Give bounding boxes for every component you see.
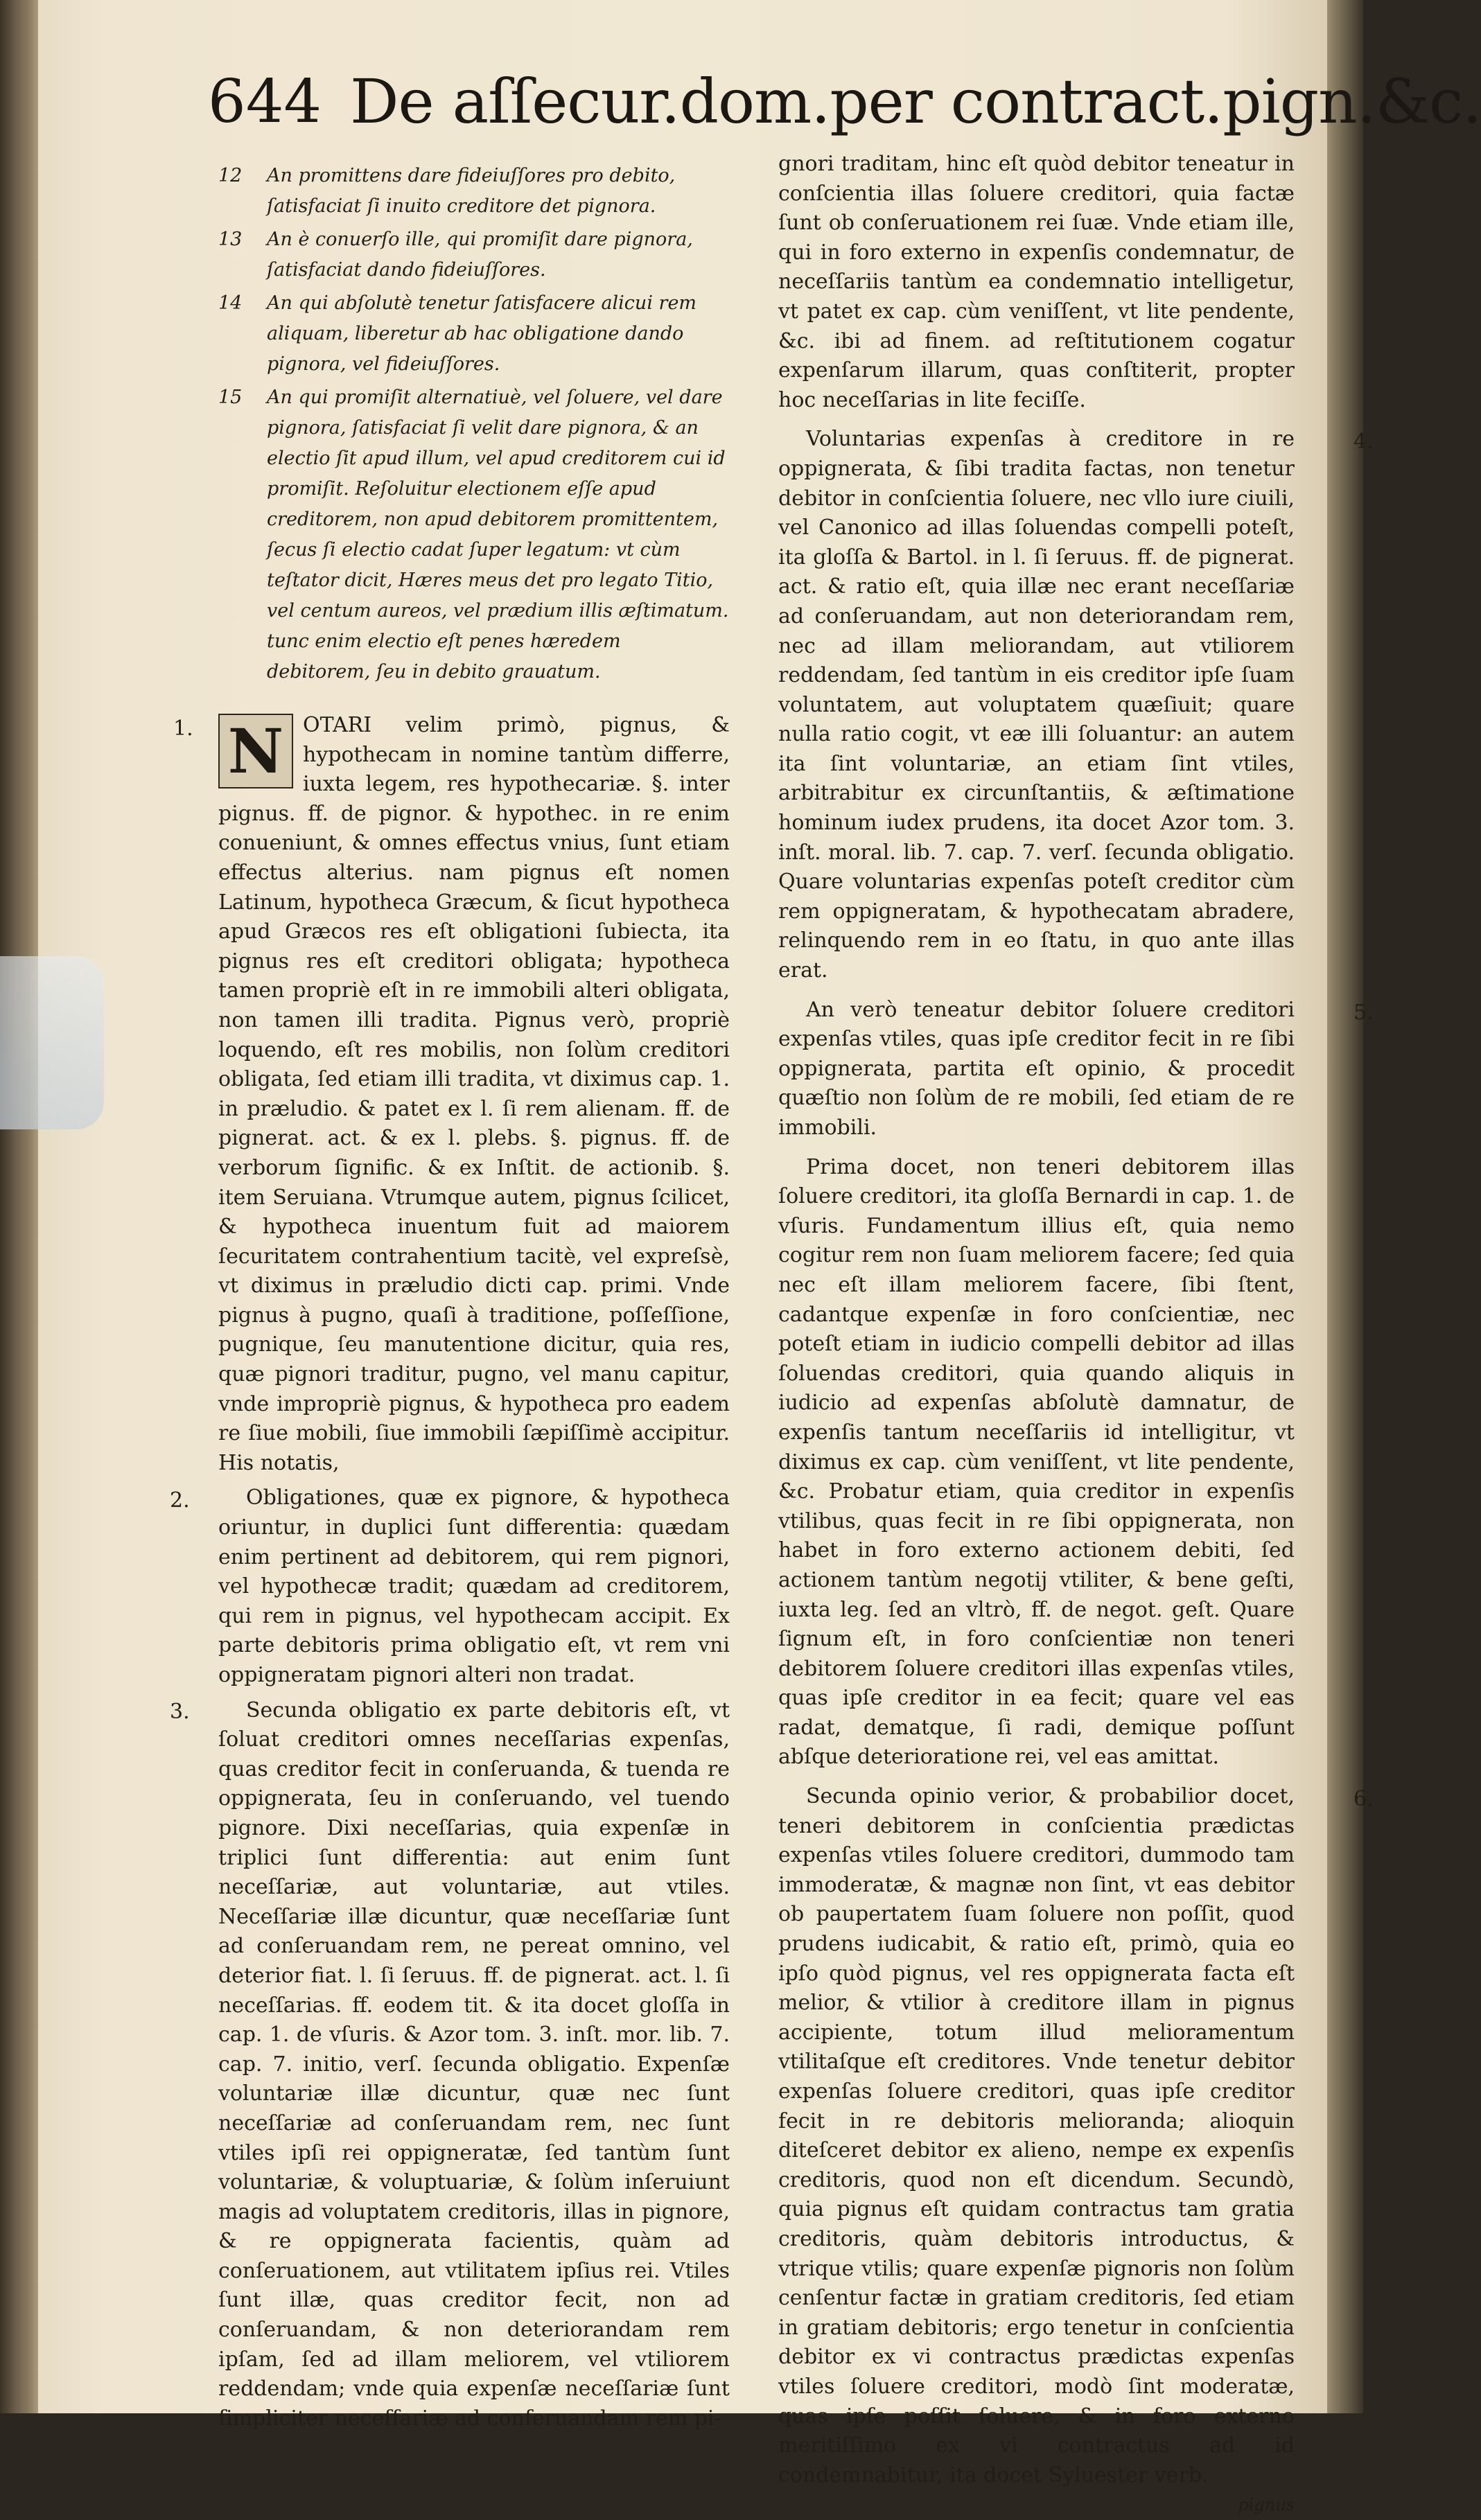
margin-number: 2.: [170, 1488, 190, 1513]
summary-list: [218, 161, 730, 687]
summary-number: 15: [218, 387, 243, 408]
paragraph-6: [778, 1782, 1374, 2490]
paragraph-prima: Prima docet, non teneri debitorem illas ſoluere creditori, ita gloſſa Bernardi in cap. 1. de vſuris. Fundamentum illius eſt, quia nemo cogitur rem non ſuam meliorem facere; ſed quia nec eſt illam meliorem facere, ſibi ſtent, cadantque expenſæ in foro conſcientiæ, nec poteſt etiam in iudicio compelli debitor ad illas ſoluendas creditori, quia quando aliquis in iudicio ad expenſas abſolutè damnatur, de expenſis tantum neceſſariis id intelligitur, vt diximus ex cap. cùm veniſſent, vt lite pendente, &c. Probatur etiam, quia creditor in expenſis vtilibus, quas fecit in re ſibi oppignerata, non habet in foro externo actionem debiti, ſed actionem tantùm negotij vtiliter, & bene geſti, iuxta leg. ſed an vltrò, ff. de negot. geſt. Quare ſignum eſt, in foro conſcientiæ non teneri debitorem ſoluere creditori illas expenſas vtiles, quas ipſe creditor in ea fecit; quare vel eas radat, dematque, ſi radi, demique poſſunt abſque deterioratione rei, vel eas amittat.: [778, 1154, 1295, 1770]
running-head: De aſſecur.dom.per contract.pign.&c.: [350, 66, 1481, 137]
page-edge: [1327, 0, 1363, 2413]
page-header: [208, 64, 1481, 147]
paragraph-text: Secunda obligatio ex parte debitoris eſt, vt ſoluat creditori omnes neceſſarias expenſas, quas creditor fecit in conſeruanda, & tuenda re oppignerata, ſeu in conſeruando, vel tuendo pignore. Dixi neceſſarias, quia expenſæ in triplici ſunt differentia: aut enim ſunt neceſſariæ, aut voluntariæ, aut vtiles. Neceſſariæ illæ dicuntur, quæ neceſſariæ ſunt ad conſeruandam rem, ne pereat omnino, vel deterior fiat. l. ſi ſeruus. ff. de pignerat. act. l. ſi neceſſarias. ff. eodem tit. & ita docet gloſſa in cap. 1. de vſuris. & Azor tom. 3. inſt. mor. lib. 7. cap. 7. initio, verſ. ſecunda obligatio. Expenſæ voluntariæ illæ dicuntur, quæ nec ſunt neceſſariæ ad conſeruandam rem, nec ſunt vtiles ipſi rei oppigneratæ, ſed tantùm ſunt voluntariæ, & voluptuariæ, & ſolùm inſeruiunt magis ad voluptatem creditoris, illas in pignore, & re oppignerata facientis, quàm ad conſeruationem, aut vtilitatem ipſius rei. Vtiles ſunt illæ, quas creditor fecit, non ad conſeruandam, & non deteriorandam rem ipſam, ſed ad illam meliorem, vel vtiliorem reddendam; vnde quia expenſæ neceſſariæ ſunt ſimpliciter neceſſariæ ad conſeruandam rem pi-: [218, 1698, 730, 2431]
paragraph-text: Secunda opinio verior, & probabilior docet, teneri debitorem in conſcientia prædictas expenſas vtiles ſoluere creditori, dummodo tam immoderatæ, & magnæ non ſint, vt eas debitor ob paupertatem ſuam ſoluere non poſſit, quod prudens iudicabit, & ratio eſt, primò, quia eo ipſo quòd pignus, vel res oppignerata facta eſt melior, & vtilior à creditore illam in pignus accipiente, totum illud melioramentum vtilitaſque eſt creditores. Vnde tenetur debitor expenſas ſoluere creditori, quas ipſe creditor fecit in re debitoris melioranda; alioquin diteſceret debitor ex alieno, nempe ex expenſis creditoris, quod non eſt dicendum. Secundò, quia pignus eſt quidam contractus tam gratia creditoris, quàm debitoris introductus, & vtrique vtilis; quare expenſæ pignoris non ſolùm cenſentur factæ in gratiam creditoris, ſed etiam in gratiam debitoris; ergo tenetur in conſcientia debitor ex vi contractus prædictas expenſas vtiles ſoluere creditori, modò ſint moderatæ, quas ipſe poſſit ſoluere, & in foro externo meritiſſimo ex vi contractus ad id condemnabitur, ita docet Syluester verb.: [778, 1784, 1295, 2487]
paragraph-text: An verò teneatur debitor ſoluere creditori expenſas vtiles, quas ipſe creditor fecit in re ſibi oppignerata, partita eſt opinio, & procedit quæſtio non ſolùm de re mobili, ſed etiam de re immobili.: [778, 997, 1295, 1140]
paragraph-text: Obligationes, quæ ex pignore, & hypotheca oriuntur, in duplici ſunt differentia: quædam enim pertinent ad debitorem, qui rem pignori, vel hypothecæ tradit; quædam ad creditorem, qui rem in pignus, vel hypothecam accipit. Ex parte debitoris prima obligatio eſt, vt rem vni oppigneratam pignori alteri non tradat.: [218, 1486, 730, 1687]
margin-number: 1.: [173, 716, 193, 741]
book-gutter: [0, 0, 42, 2413]
catchword: pignus: [1238, 2495, 1295, 2515]
paragraph-1: [173, 711, 730, 1478]
summary-item: [218, 224, 730, 285]
right-column: [778, 150, 1374, 2520]
summary-text: An è conuerſo ille, qui promiſit dare pignora, ſatisfaciat dando fideiuſſores.: [267, 229, 693, 281]
paragraph-continued: gnori traditam, hinc eſt quòd debitor teneatur in conſcientia illas ſoluere creditori, quia factæ ſunt ob conſeruationem rei ſuæ. Vnde etiam ille, qui in foro externo in expenſis condemnatur, de neceſſariis tantùm ea condemnatio intelligetur, vt patet ex cap. cùm veniſſent, vt lite pendente, &c. ibi ad finem. ad reſtitutionem cogatur expenſarum illarum, quas conſtiterit, propter hoc neceſſarias in lite feciſſe.: [778, 152, 1295, 412]
margin-number: 6.: [1353, 1787, 1374, 1812]
paragraph-text: Voluntarias expenſas à creditore in re oppigneratа, & ſibi tradita factas, non tenetur debitor in conſcientia ſoluere, nec vllo iure ciuili, vel Canonico ad illas ſoluendas compelli poteſt, ita gloſſa & Bartol. in l. ſi ſeruus. ff. de pignerat. act. & ratio eſt, quia illæ nec erant neceſſariæ ad conſeruandam, aut non deteriorandam rem, nec ad illam meliorandam, aut vtiliorem reddendam, ſed tantùm in eis creditor ipſe ſuam voluntatem, aut voluptatem quæſiuit; quare nulla ratio cogit, vt eæ illi ſoluantur: an autem ita ſint voluntariæ, an etiam ſint vtiles, arbitrabitur ex circunſtantiis, & æſtimatione hominum iudex prudens, ita docet Azor tom. 3. inſt. moral. lib. 7. cap. 7. verſ. ſecunda obligatio. Quare voluntarias expenſas poteſt creditor cùm rem oppigneratam, & hypothecatam abradere, relinquendo rem in eo ſtatu, in quo ante illas erat.: [778, 427, 1295, 983]
paragraph-5: [778, 996, 1374, 1143]
summary-item: [218, 288, 730, 380]
summary-text: An qui promiſit alternatiuè, vel ſoluere, vel dare pignora, ſatisfaciat ſi velit dare pignora, & an electio ſit apud illum, vel apud creditorem cui id promiſit. Reſoluitur electionem eſſe apud creditorem, non apud debitorem promittentem, ſecus ſi electio cadat ſuper legatum: vt cùm teſtator dicit, Hæres meus det pro legato Titio, vel centum aureos, vel prædium illis æſtimatum. tunc enim electio eſt penes hæredem debitorem, ſeu in debito grauatum.: [267, 387, 729, 682]
summary-text: An promittens dare fideiuſſores pro debito, ſatisfaciat ſi inuito creditore det pignora.: [267, 165, 676, 217]
summary-number: 12: [218, 165, 243, 186]
summary-item: [218, 382, 730, 687]
paragraph-2: [170, 1483, 730, 1690]
margin-number: 4.: [1353, 430, 1374, 455]
page-number: 644: [208, 67, 322, 136]
drop-cap: N: [218, 714, 293, 788]
summary-item: [218, 161, 730, 222]
paragraph-4: [778, 425, 1374, 985]
margin-number: 3.: [170, 1699, 190, 1724]
page-clip: [0, 956, 104, 1129]
left-column: [170, 161, 730, 2433]
summary-text: An qui abſolutè tenetur ſatisfacere alicui rem aliquam, liberetur ab hac obligatione dando pignora, vel fideiuſſores.: [267, 292, 697, 375]
paragraph-3: [170, 1696, 730, 2434]
margin-number: 5.: [1353, 1000, 1374, 1025]
paragraph-text: OTARI velim primò, pignus, & hypothecam in nomine tantùm differre, iuxta legem, res hypothecariæ. §. inter pignus. ff. de pignor. & hypothec. in re enim conueniunt, & omnes effectus vnius, ſunt etiam effectus alterius. nam pignus eſt nomen Latinum, hypotheca Græcum, & ſicut hypotheca apud Græcos res eſt obligationi ſubiecta, ita pignus res eſt creditori obligata; hypotheca tamen propriè eſt in re immobili alteri obligata, non tamen illi tradita. Pignus verò, propriè loquendo, eſt res mobilis, non ſolùm creditori obligata, ſed etiam illi tradita, vt diximus cap. 1. in præludio. & patet ex l. ſi rem alienam. ff. de pignerat. act. & ex l. plebs. §. pignus. ff. de verborum ſignific. & ex Inſtit. de actionib. §. item Seruiana. Vtrumque autem, pignus ſcilicet, & hypotheca inuentum fuit ad maiorem ſecuritatem contrahentium tacitè, vel expreſsè, vt diximus in præludio dicti cap. primi. Vnde pignus à pugno, quaſi à traditione, poſſeſſione, pugnique, ſeu manutentione dicitur, quia res, quæ pignori traditur, pugno, vel manu capitur, vnde impropriè pignus, & hypotheca pro eadem re ſiue mobili, ſiue immobili ſæpiſſimè accipitur. His notatis,: [218, 713, 730, 1475]
summary-number: 14: [218, 292, 243, 314]
summary-number: 13: [218, 229, 243, 250]
